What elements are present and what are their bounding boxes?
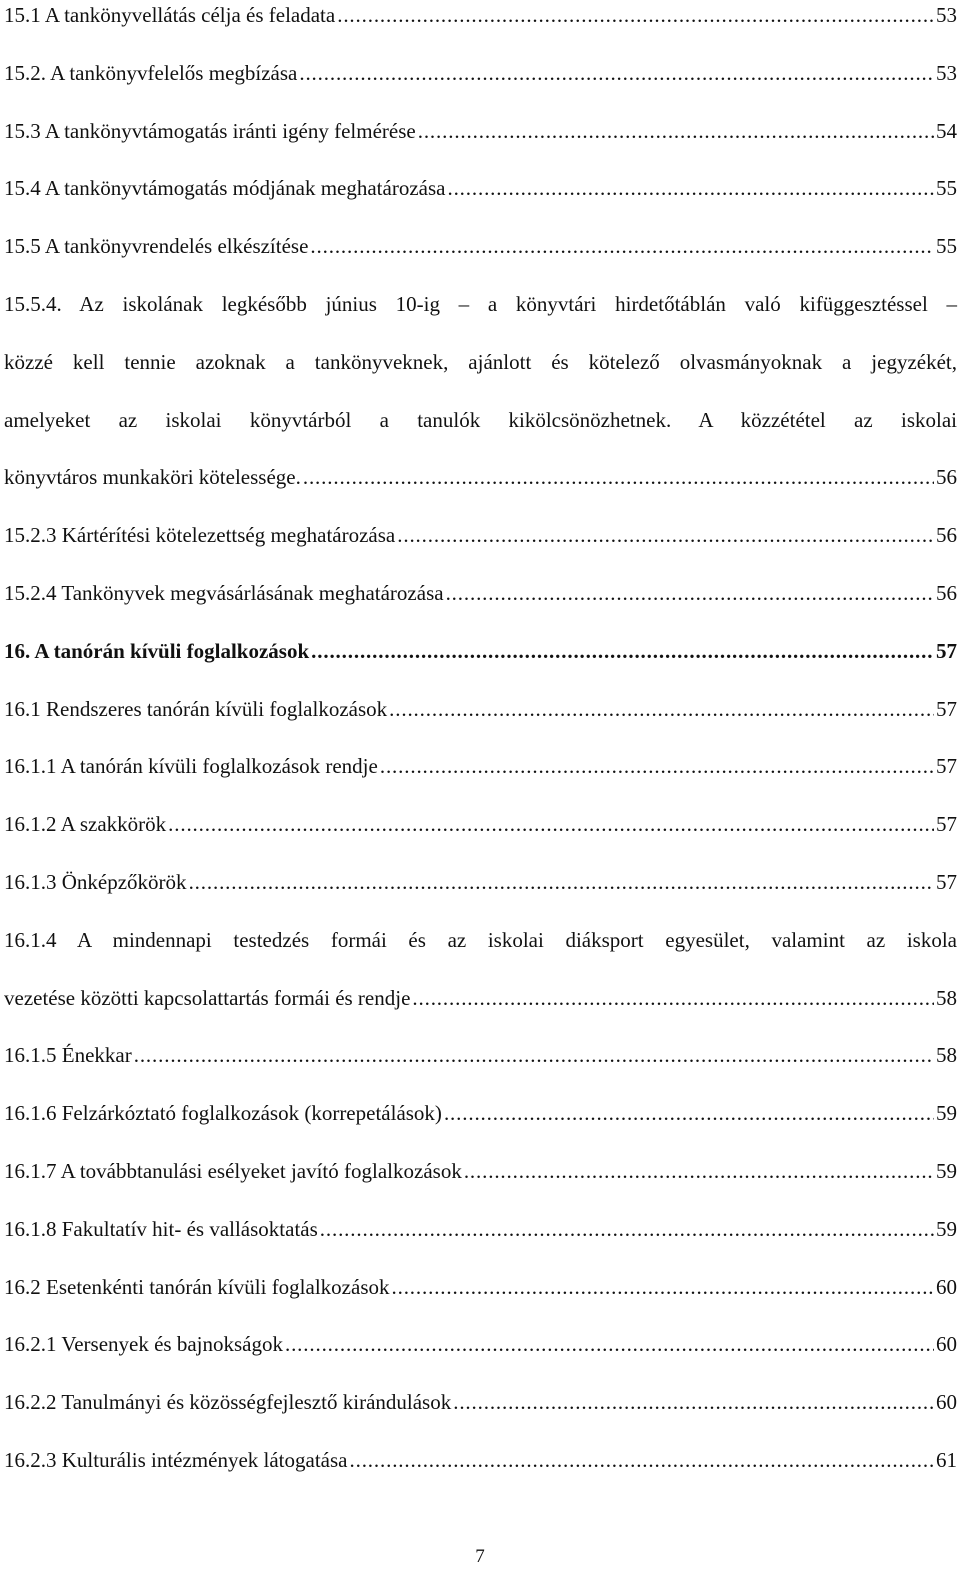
toc-entry[interactable] — [4, 1214, 957, 1244]
toc-entry[interactable] — [4, 173, 957, 203]
toc-entry-title: 16.2 Esetenkénti tanórán kívüli foglalkozások — [4, 1274, 390, 1299]
toc-dot-leader — [134, 1040, 934, 1070]
toc-entry-text-line: 16.1.4 A mindennapi testedzés formái és az iskolai diáksport egyesület, valamint az iskola — [4, 927, 957, 952]
toc-dot-leader — [447, 173, 934, 203]
toc-dot-leader — [303, 462, 934, 492]
toc-entry-title: 16.1 Rendszeres tanórán kívüli foglalkozások — [4, 696, 388, 721]
toc-dot-leader — [320, 1214, 934, 1244]
toc-entry-text-line: 15.5.4. Az iskolának legkésőbb június 10-ig – a könyvtári hirdetőtáblán való kifüggesztéssel – — [4, 292, 957, 316]
toc-dot-leader — [444, 1098, 934, 1128]
toc-entry[interactable] — [4, 751, 957, 781]
toc-dot-leader — [310, 231, 934, 261]
toc-entry-title: 16.1.1 A tanórán kívüli foglalkozások rendje — [4, 754, 378, 779]
toc-entry-title: könyvtáros munkaköri kötelessége. — [4, 465, 301, 490]
toc-entry[interactable] — [4, 578, 957, 608]
toc-entry[interactable] — [4, 231, 957, 261]
toc-entry-page: 57 — [936, 870, 957, 894]
toc-dot-leader — [299, 58, 934, 88]
toc-entry[interactable] — [4, 983, 957, 1013]
toc-dot-leader — [389, 694, 934, 724]
toc-entry-page: 57 — [936, 754, 957, 779]
toc-entry-page: 55 — [936, 176, 957, 201]
toc-entry-page: 60 — [936, 1274, 957, 1299]
toc-entry[interactable] — [4, 1040, 957, 1070]
toc-entry-page: 57 — [936, 696, 957, 721]
toc-entry-title: 16.1.8 Fakultatív hit- és vallásoktatás — [4, 1216, 318, 1241]
toc-entry-page: 53 — [936, 3, 957, 27]
toc-dot-leader — [350, 1445, 935, 1475]
toc-entry-page: 59 — [936, 1101, 957, 1126]
toc-dot-leader — [392, 1272, 935, 1302]
toc-entry[interactable] — [4, 520, 957, 550]
toc-dot-leader — [464, 1156, 934, 1186]
toc-dot-leader — [311, 636, 934, 666]
toc-entry-page: 55 — [936, 234, 957, 259]
toc-entry-page: 53 — [936, 60, 957, 85]
toc-entry-title: 15.4 A tankönyvtámogatás módjának meghatározása — [4, 176, 446, 201]
toc-dot-leader — [189, 867, 934, 897]
toc-dot-leader — [285, 1329, 934, 1359]
toc-entry[interactable] — [4, 0, 957, 30]
toc-entry[interactable] — [4, 809, 957, 839]
toc-entry[interactable] — [4, 1445, 957, 1475]
toc-entry-page: 57 — [936, 638, 957, 663]
toc-entry-title: 15.2.3 Kártérítési kötelezettség meghatározása — [4, 523, 396, 548]
toc-entry-title: 16.2.2 Tanulmányi és közösségfejlesztő kirándulások — [4, 1390, 452, 1415]
toc-entry-page: 61 — [936, 1448, 957, 1472]
toc-entry[interactable] — [4, 462, 957, 492]
toc-entry-page: 59 — [936, 1159, 957, 1183]
toc-entry[interactable] — [4, 1272, 957, 1302]
toc-entry-page: 56 — [936, 523, 957, 548]
toc-entry-title: 16. A tanórán kívüli foglalkozások — [4, 638, 310, 663]
toc-entry-page: 60 — [936, 1390, 957, 1415]
toc-dot-leader — [418, 116, 934, 146]
toc-entry-title: 16.1.3 Önképzőkörök — [4, 870, 187, 894]
toc-entry[interactable] — [4, 1156, 957, 1186]
toc-entry-title: 16.1.6 Felzárkóztató foglalkozások (korrepetálások) — [4, 1101, 442, 1126]
toc-entry-page: 56 — [936, 581, 957, 605]
toc-dot-leader — [453, 1387, 934, 1417]
page-number: 7 — [475, 1546, 485, 1567]
toc-entry[interactable] — [4, 1387, 957, 1417]
toc-entry[interactable] — [4, 116, 957, 146]
toc-entry[interactable] — [4, 58, 957, 88]
toc-entry[interactable] — [4, 867, 957, 897]
toc-entry-title: 15.5 A tankönyvrendelés elkészítése — [4, 234, 309, 259]
toc-entry-title: 16.1.7 A továbbtanulási esélyeket javító foglalkozások — [4, 1159, 462, 1183]
toc-entry-title: 15.1 A tankönyvellátás célja és feladata — [4, 3, 336, 27]
toc-dot-leader — [380, 751, 934, 781]
toc-dot-leader — [337, 0, 934, 30]
toc-entry-page: 59 — [936, 1216, 957, 1241]
toc-entry-title: 16.2.1 Versenyek és bajnokságok — [4, 1332, 283, 1357]
toc-entry-title: 15.2.4 Tankönyvek megvásárlásának meghatározása — [4, 581, 444, 605]
toc-entry-page: 57 — [936, 812, 957, 837]
toc-entry-page: 58 — [936, 1043, 957, 1068]
toc-entry-page: 56 — [936, 465, 957, 490]
toc-dot-leader — [446, 578, 934, 608]
toc-entry-title: vezetése közötti kapcsolattartás formái és rendje — [4, 985, 411, 1010]
toc-dot-leader — [397, 520, 934, 550]
toc-entry[interactable] — [4, 636, 957, 666]
toc-entry-page: 58 — [936, 985, 957, 1010]
toc-dot-leader — [168, 809, 934, 839]
toc-entry-title: 16.1.5 Énekkar — [4, 1043, 132, 1068]
toc-entry-title: 15.3 A tankönyvtámogatás iránti igény felmérése — [4, 118, 416, 143]
toc-entry[interactable] — [4, 1329, 957, 1359]
toc-entry-title: 16.2.3 Kulturális intézmények látogatása — [4, 1448, 348, 1472]
toc-entry[interactable] — [4, 1098, 957, 1128]
toc-entry[interactable] — [4, 694, 957, 724]
toc-entry-text-line: amelyeket az iskolai könyvtárból a tanulók kikölcsönözhetnek. A közzététel az iskolai — [4, 407, 957, 432]
toc-entry-text-line: közzé kell tennie azoknak a tankönyveknek, ajánlott és kötelező olvasmányoknak a jegyzékét, — [4, 349, 957, 374]
toc-dot-leader — [412, 983, 934, 1013]
toc-entry-title: 15.2. A tankönyvfelelős megbízása — [4, 60, 298, 85]
toc-entry-page: 60 — [936, 1332, 957, 1357]
toc-entry-page: 54 — [936, 118, 957, 143]
toc-entry-title: 16.1.2 A szakkörök — [4, 812, 167, 837]
